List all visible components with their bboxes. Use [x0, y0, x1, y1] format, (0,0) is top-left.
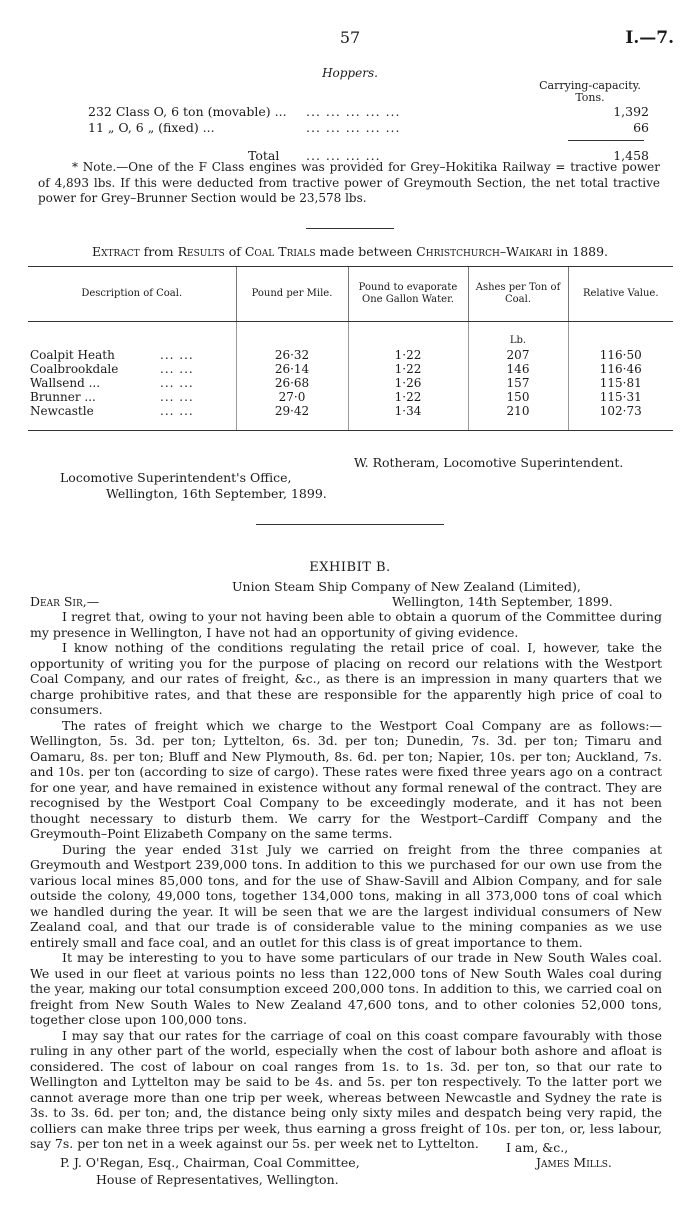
office-address	[60, 470, 327, 502]
ashes-per-ton: 146	[468, 362, 568, 376]
column-header: Relative Value.	[568, 267, 673, 322]
page-number: 57	[339, 28, 361, 47]
leader-dots: ... ... ... ... ...	[306, 104, 401, 119]
coal-name-cell	[28, 390, 236, 404]
letter-body	[30, 609, 662, 1152]
hopper-row	[88, 104, 648, 119]
capacity-header-label: Carrying-capacity.	[539, 79, 641, 92]
table-row	[28, 362, 673, 376]
relative-value: 116·46	[568, 362, 673, 376]
column-header: Ashes per Ton of Coal.	[468, 267, 568, 322]
relative-value: 115·31	[568, 390, 673, 404]
unit-cell: Lb.	[468, 322, 568, 349]
caption-part: Coal Trials	[244, 244, 316, 259]
ashes-per-ton: 150	[468, 390, 568, 404]
relative-value: 102·73	[568, 404, 673, 431]
coal-name: Coalpit Heath	[30, 348, 115, 362]
letter-paragraph: I may say that our rates for the carriage of coal on this coast compare favourably with those ruling in any other part of the world, especially when the cost of labour both ashore and afloat is considered. The cost of labour on coal ranges from 1s. to 1s. 3d. per ton, so that our rate to Wellington and Lyttelton may be said to be 4s. and 5s. per ton respectively. To the latter port we cannot average more than one trip per week, whereas between Newcastle and Sydney the rate is 3s. to 3s. 6d. per ton; and, the distance being only sixty miles and despatch being very rapid, the colliers can make three trips per week, thus earning a gross freight of 10s. per ton, or, less labour, say 7s. per ton net in a week against our 5s. per week net to Lyttelton.	[30, 1027, 662, 1151]
capacity-header	[538, 80, 642, 104]
table-row	[28, 348, 673, 362]
unit-cell	[348, 322, 468, 349]
hoppers-title: Hoppers.	[322, 66, 378, 80]
caption-part: in 1889.	[552, 244, 609, 259]
pound-per-mile: 26·14	[236, 362, 348, 376]
letter-paragraph: I regret that, owing to your not having been able to obtain a quorum of the Committee during my presence in Wellington, I have not had an opportunity of giving evidence.	[30, 609, 662, 640]
leader-dots: ... ... ... ... ...	[306, 120, 401, 135]
hopper-row-value: 1,392	[613, 104, 649, 119]
caption-part: Extract	[91, 244, 140, 259]
letter-paragraph: The rates of freight which we charge to the Westport Coal Company are as follows:—Wellington, 5s. 3d. per ton; Lyttelton, 6s. 3d. per ton; Dunedin, 7s. 3d. per ton; Timaru and Oamaru, 8s. per ton; Bluff and New Plymouth, 8s. 6d. per ton; Napier, 10s. per ton; Auckland, 7s. and 10s. per ton (according to size of cargo). These rates were fixed three years ago on a contract for one year, and have remained in existence without any formal renewal of the contract. They are recognised by the Westport Coal Company to be exceedingly moderate, and it has not been thought necessary to disturb them. We carry for the Westport–Cardiff Company and the Greymouth–Point Elizabeth Company on the same terms.	[30, 717, 662, 841]
hopper-row	[88, 120, 648, 135]
letter-salutation: Dear Sir,—	[30, 594, 100, 609]
pound-to-evaporate: 1·22	[348, 362, 468, 376]
letter-place-date: Wellington, 14th September, 1899.	[392, 594, 613, 609]
footnote: * Note.—One of the F Class engines was provided for Grey–Hokitika Railway = tractive power of 4,893 lbs. If this were deducted from tractive power of Greymouth Section, the net total tractive power for Grey–Brunner Section would be 23,578 lbs.	[38, 160, 660, 205]
ashes-per-ton: 210	[468, 404, 568, 431]
relative-value: 116·50	[568, 348, 673, 362]
unit-cell	[28, 322, 236, 349]
superintendent-signature: W. Rotheram, Locomotive Superintendent.	[354, 455, 624, 470]
section-divider	[256, 524, 444, 525]
table-row	[28, 376, 673, 390]
addressee-line: House of Representatives, Wellington.	[96, 1172, 339, 1187]
table-row	[28, 404, 673, 431]
leader-dots: ... ...	[160, 348, 194, 362]
table-row	[28, 390, 673, 404]
coal-name: Wallsend ...	[30, 376, 101, 390]
office-line: Wellington, 16th September, 1899.	[106, 486, 327, 501]
caption-part: Christchurch–Waikari	[416, 244, 553, 259]
column-header: Pound to evaporate One Gallon Water.	[348, 267, 468, 322]
leader-dots: ... ... ... ...	[306, 148, 381, 163]
coal-name: Newcastle	[30, 404, 94, 418]
leader-dots: ... ...	[160, 390, 194, 404]
letter-signature: James Mills.	[536, 1155, 612, 1170]
office-line: Locomotive Superintendent's Office,	[60, 470, 292, 485]
total-label: Total	[248, 148, 280, 163]
pound-to-evaporate: 1·34	[348, 404, 468, 431]
unit-cell	[568, 322, 673, 349]
total-value: 1,458	[613, 148, 649, 163]
section-divider	[306, 228, 394, 229]
caption-part: Results	[177, 244, 225, 259]
exhibit-title: EXHIBIT B.	[309, 560, 391, 575]
column-header: Description of Coal.	[28, 267, 236, 322]
leader-dots: ... ...	[160, 362, 194, 376]
column-header: Pound per Mile.	[236, 267, 348, 322]
total-rule	[568, 140, 644, 141]
ashes-per-ton: 157	[468, 376, 568, 390]
ashes-per-ton: 207	[468, 348, 568, 362]
unit-row	[28, 322, 673, 349]
relative-value: 115·81	[568, 376, 673, 390]
caption-part: from	[139, 244, 178, 259]
unit-cell	[236, 322, 348, 349]
pound-to-evaporate: 1·22	[348, 348, 468, 362]
table-header-row	[28, 267, 673, 322]
pound-per-mile: 26·32	[236, 348, 348, 362]
coal-name-cell	[28, 404, 236, 431]
capacity-header-unit: Tons.	[575, 91, 605, 104]
letter-closing: I am, &c.,	[506, 1140, 569, 1155]
pound-per-mile: 26·68	[236, 376, 348, 390]
leader-dots: ... ...	[160, 404, 194, 418]
coal-name: Coalbrookdale	[30, 362, 119, 376]
table-caption	[28, 244, 672, 259]
hopper-row-label: 232 Class O, 6 ton (movable) ...	[88, 104, 287, 119]
parliamentary-paper-reference: I.—7.	[625, 28, 674, 48]
letter-addressee	[60, 1154, 360, 1188]
coal-trials-table	[28, 266, 673, 431]
letter-paragraph: During the year ended 31st July we carried on freight from the three companies at Greymouth and Westport 239,000 tons. In addition to this we purchased for our own use from the various local mines 85,000 tons, and for the use of Shaw-Savill and Albion Company, and for sale outside the colony, 49,000 tons, together 134,000 tons, making in all 373,000 tons of coal which we handled during the year. It will be seen that we are the largest individual consumers of New Zealand coal, and that our trade is of considerable value to the mining companies as we use entirely small and face coal, and an outlet for this class is of great importance to them.	[30, 841, 662, 950]
leader-dots: ... ...	[160, 376, 194, 390]
letter-paragraph: It may be interesting to you to have some particulars of our trade in New South Wales coal. We used in our fleet at various points no less than 122,000 tons of New South Wales coal during the year, making our total consumption exceed 200,000 tons. In addition to this, we carried coal on freight from New South Wales to New Zealand 47,600 tons, and to other colonies 52,000 tons, together close upon 100,000 tons.	[30, 950, 662, 1027]
pound-to-evaporate: 1·26	[348, 376, 468, 390]
addressee-line: P. J. O'Regan, Esq., Chairman, Coal Committee,	[60, 1155, 360, 1170]
caption-part: of	[224, 244, 245, 259]
pound-to-evaporate: 1·22	[348, 390, 468, 404]
coal-name-cell	[28, 348, 236, 362]
hopper-row-value: 66	[633, 120, 649, 135]
pound-per-mile: 29·42	[236, 404, 348, 431]
letter-company: Union Steam Ship Company of New Zealand (Limited),	[232, 579, 581, 594]
caption-part: made between	[315, 244, 417, 259]
pound-per-mile: 27·0	[236, 390, 348, 404]
letter-paragraph: I know nothing of the conditions regulating the retail price of coal. I, however, take the opportunity of writing you for the purpose of placing on record our relations with the Westport Coal Company, and our rates of freight, &c., as there is an impression in many quarters that we charge prohibitive rates, and that these are responsible for the apparently high price of coal to consumers.	[30, 640, 662, 717]
coal-name-cell	[28, 376, 236, 390]
hopper-row-label: 11 „ O, 6 „ (fixed) ...	[88, 120, 215, 135]
coal-name-cell	[28, 362, 236, 376]
coal-name: Brunner ...	[30, 390, 96, 404]
